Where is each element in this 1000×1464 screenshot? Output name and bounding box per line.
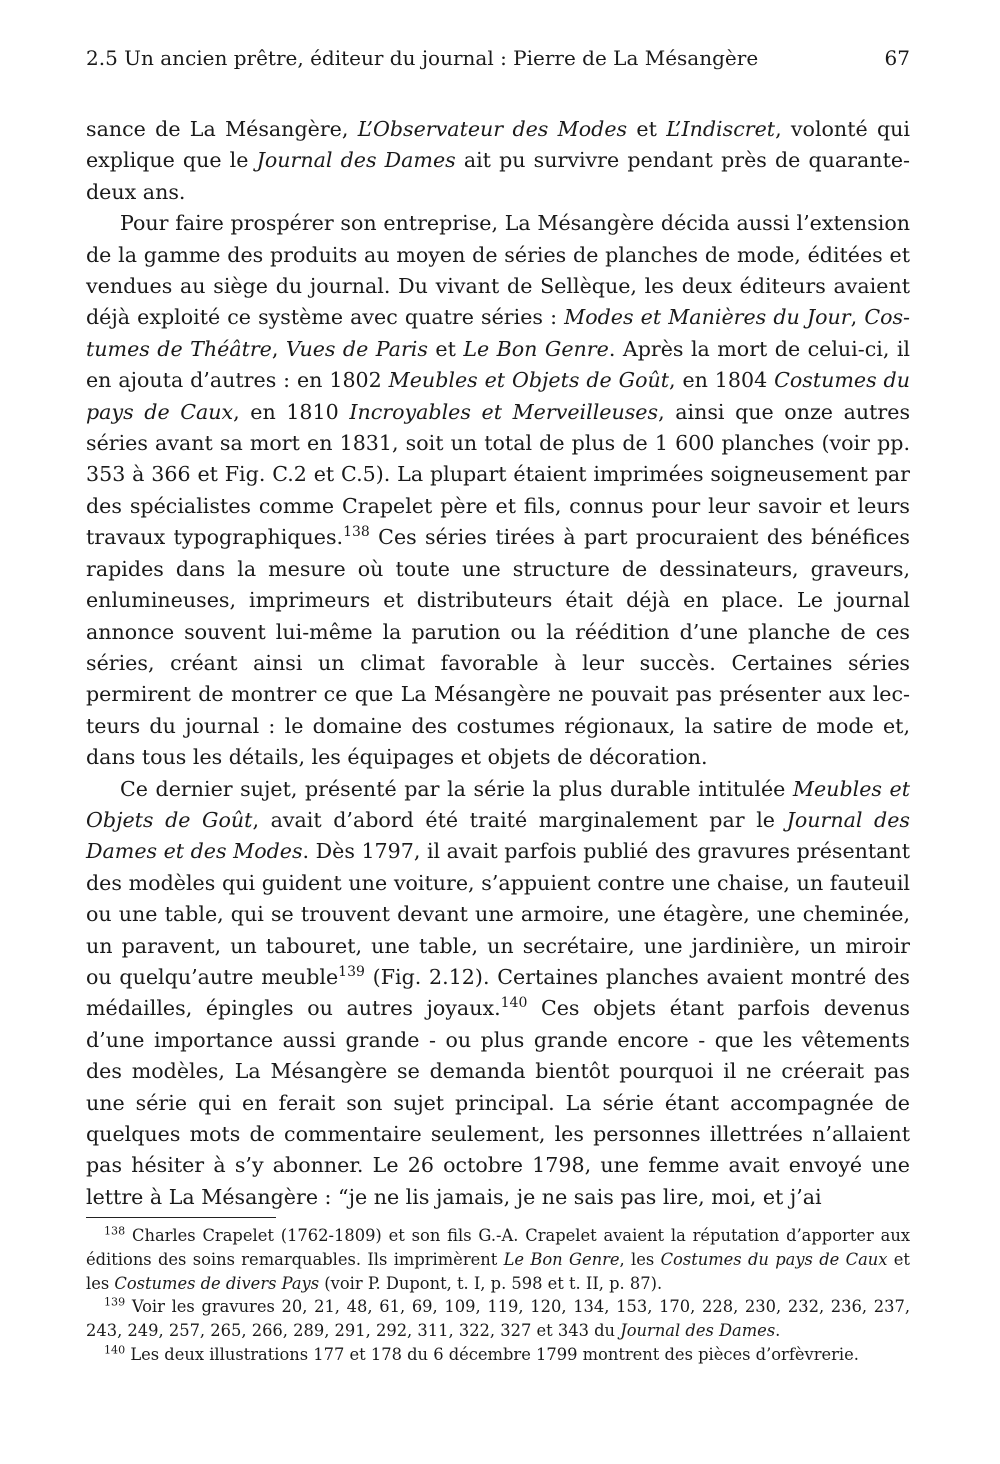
paragraph [86,774,910,1214]
italic-title: Le Bon Genre [503,1249,620,1269]
italic-title: Vues de Paris [285,336,428,361]
footnote-ref: 138 [104,1224,126,1238]
italic-title: Costumes de divers Pays [114,1273,320,1293]
text-run: , volonté qui explique que le [86,117,910,173]
text-run: et les [86,1249,910,1293]
italic-title: Meubles et Objets de Goût [388,368,670,393]
italic-title: Le Bon Genre [463,336,609,361]
footnote-ref: 140 [500,995,528,1012]
footnote-rule [86,1217,276,1218]
italic-title: Journal des Dames et des Modes [86,807,911,864]
footnote [86,1295,910,1343]
text-run: Pour faire prospérer son entreprise, La Mésangère décida aussi l’extension de la gamme des produits au moyen de séries de planches de mode, éditées et vendues au siège du journal. Du vivant de Sellèque, les deux éditeurs avaient déjà exploité ce système avec quatre séries : [86,211,910,330]
italic-title: Journal des Dames [620,1321,776,1341]
text-run: , en 1810 [233,399,350,424]
paragraph [86,208,910,773]
text-run: (voir P. Dupont, t. I, p. 598 et t. II, p. 87). [319,1273,663,1293]
section-title: 2.5 Un ancien prêtre, éditeur du journal : Pierre de La Mésangère [86,46,759,70]
italic-title: L’Indiscret [666,117,776,141]
running-head [86,44,910,72]
text-run: Ces objets étant parfois devenus d’une importance aussi grande - ou plus grande encore - que les vêtements des modèles, La Mésangère se demanda bientôt pourquoi il ne créerait pas une série qui en ferait son sujet principal. La série étant accompagnée de quelques mots de commentaire seulement, les personnes illettrées n’allaient pas hésiter à s’y abonner. Le 26 octobre 1798, une femme avait envoyé une lettre à La Mésangère : “je ne lis jamais, je ne sais pas lire, moi, et j’ai [86,996,910,1209]
text-run: Voir les gravures 20, 21, 48, 61, 69, 109, 119, 120, 134, 153, 170, 228, 230, 232, 236, 237, 243, 249, 257, 265, 266, 289, 291, 292, 311, 322, 327 et 343 du [86,1297,910,1341]
italic-title: Meubles et Objets de Goût [86,776,910,832]
text-run: sance de La Mésangère, [86,117,358,141]
text-run: , avait d’abord été traité marginalement par le [252,807,787,832]
paragraph [86,114,910,208]
text-run: , ainsi que onze autres séries avant sa mort en 1831, soit un total de plus de 1 600 planches (voir pp. 353 à 366 et Fig. C.2 et C.5). La plupart étaient imprimées soigneusement par des spécialistes comme Crapelet père et fils, connus pour leur savoir et leurs travaux typographiques. [86,399,911,550]
text-run: ait pu survivre pendant près de quarante-deux ans. [86,148,910,204]
text-run: , [850,305,865,330]
text-run: . Dès 1797, il avait parfois publié des gravures présentant des modèles qui guident une voiture, s’appuient contre une chaise, un fauteuil ou une table, qui se trouvent devant une armoire, une étagère, une cheminée, un paravent, un tabouret, une table, un secrétaire, une jardinière, un miroir ou quelqu’autre meuble [86,839,910,989]
text-run: et [427,336,464,361]
footnote-ref: 139 [338,964,365,981]
italic-title: Costumes du pays de Caux [86,368,910,424]
footnote [86,1343,910,1367]
footnote-ref: 140 [104,1343,126,1357]
body-text [86,114,910,1213]
text-run: , en 1804 [669,368,775,393]
footnote-ref: 139 [104,1295,126,1309]
text-run: (Fig. 2.12). Certaines planches avaient montré des médailles, épingles ou autres joyaux. [86,964,910,1021]
footnote [86,1224,910,1295]
page-number: 67 [884,46,910,70]
text-run: . [775,1321,781,1341]
italic-title: Modes et Manières du Jour [564,305,851,330]
italic-title: Journal des Dames [256,148,456,173]
text-run: Ces séries tirées à part procuraient des bénéfices rapides dans la mesure où toute une structure de dessinateurs, graveurs, enlumineuses, imprimeurs et distributeurs était déjà en place. Le journal annonce souvent lui-même la parution ou la réédition d’une planche de ces séries, créant ainsi un climat favorable à leur succès. Certaines séries permirent de montrer ce que La Mésangère ne pouvait pas présenter aux lecteurs du journal : le domaine des costumes régionaux, la satire de mode et, dans tous les détails, les équipages et objets de décoration. [86,525,910,770]
italic-title: L’Observateur des Modes [357,117,628,141]
text-run: Les deux illustrations 177 et 178 du 6 décembre 1799 montrent des pièces d’orfèvrerie. [125,1344,859,1364]
italic-title: Incroyables et Merveilleuses [349,399,659,424]
text-run: , les [619,1249,661,1269]
text-run: , [271,336,286,361]
text-run: Charles Crapelet (1762-1809) et son fils G.-A. Crapelet avaient la réputation d’apporter aux éditions des soins remarquables. Ils imprimèrent [86,1226,910,1269]
text-run: et [627,117,667,141]
italic-title: Costumes du pays de Caux [660,1249,888,1269]
footnote-ref: 138 [343,524,370,541]
text-run: Ce dernier sujet, présenté par la série la plus durable intitulée [120,776,793,801]
text-run: . Après la mort de celui-ci, il en ajouta d’autres : en 1802 [86,336,911,393]
footnotes [86,1224,910,1367]
italic-title: Costumes de Théâtre [86,305,911,361]
